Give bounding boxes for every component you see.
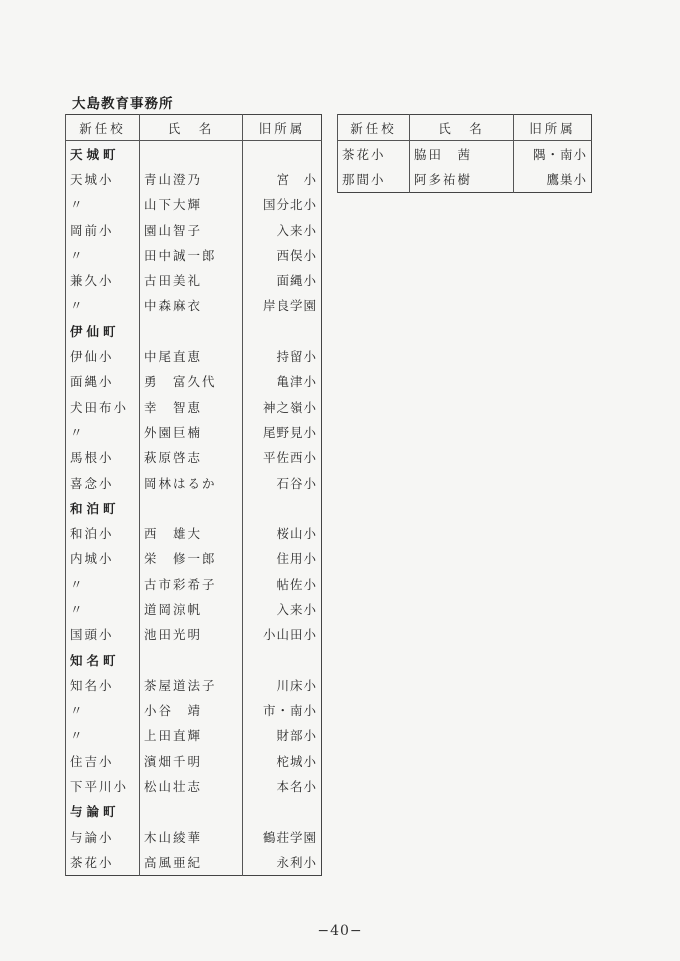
school-cell: 岡前小: [66, 217, 140, 242]
name-cell: 木山綾華: [140, 824, 243, 849]
name-cell: 山下大輝: [140, 192, 243, 217]
page-title: 大島教育事務所: [72, 96, 174, 112]
name-cell: 茶屋道法子: [140, 672, 243, 697]
right-table-body: [338, 141, 592, 193]
school-cell: 〃: [66, 723, 140, 748]
prev-school-cell: 隅・南小: [514, 141, 592, 167]
name-cell: 脇田 茜: [410, 141, 514, 167]
town-heading-row: [66, 799, 322, 824]
empty-cell: [140, 799, 243, 824]
table-row: [66, 445, 322, 470]
header-school: 新任校: [338, 115, 410, 141]
school-cell: 下平川小: [66, 773, 140, 798]
name-cell: 西 雄大: [140, 520, 243, 545]
empty-cell: [140, 141, 243, 167]
name-cell: 青山澄乃: [140, 166, 243, 191]
name-cell: 中森麻衣: [140, 293, 243, 318]
school-cell: 〃: [66, 596, 140, 621]
name-cell: 田中誠一郎: [140, 242, 243, 267]
table-row: [338, 166, 592, 192]
table-row: [66, 672, 322, 697]
empty-cell: [140, 647, 243, 672]
prev-school-cell: 尾野見小: [243, 419, 322, 444]
prev-school-cell: 永利小: [243, 849, 322, 875]
prev-school-cell: 入来小: [243, 217, 322, 242]
name-cell: 小谷 靖: [140, 698, 243, 723]
name-cell: 栄 修一郎: [140, 546, 243, 571]
prev-school-cell: 西俣小: [243, 242, 322, 267]
table-header-row: [66, 115, 322, 141]
table-row: [338, 141, 592, 167]
prev-school-cell: 国分北小: [243, 192, 322, 217]
table-row: [66, 571, 322, 596]
name-cell: 道岡涼帆: [140, 596, 243, 621]
table-row: [66, 419, 322, 444]
school-cell: 喜念小: [66, 470, 140, 495]
prev-school-cell: 鷹巣小: [514, 166, 592, 192]
table-row: [66, 849, 322, 875]
table-row: [66, 470, 322, 495]
school-cell: 茶花小: [338, 141, 410, 167]
empty-cell: [140, 495, 243, 520]
empty-cell: [243, 318, 322, 343]
table-row: [66, 698, 322, 723]
left-roster-table: [65, 114, 322, 876]
table-row: [66, 824, 322, 849]
town-name: 伊仙町: [66, 318, 140, 343]
left-table-body: [66, 141, 322, 876]
prev-school-cell: 神之嶺小: [243, 394, 322, 419]
town-heading-row: [66, 647, 322, 672]
header-prev: 旧所属: [514, 115, 592, 141]
prev-school-cell: 財部小: [243, 723, 322, 748]
school-cell: 和泊小: [66, 520, 140, 545]
right-roster-table: [337, 114, 592, 193]
table-row: [66, 242, 322, 267]
name-cell: 阿多祐樹: [410, 166, 514, 192]
town-heading-row: [66, 495, 322, 520]
name-cell: 岡林はるか: [140, 470, 243, 495]
empty-cell: [140, 318, 243, 343]
school-cell: 伊仙小: [66, 343, 140, 368]
header-school: 新任校: [66, 115, 140, 141]
name-cell: 幸 智恵: [140, 394, 243, 419]
name-cell: 濱畑千明: [140, 748, 243, 773]
school-cell: 〃: [66, 293, 140, 318]
empty-cell: [243, 495, 322, 520]
table-row: [66, 723, 322, 748]
school-cell: 那間小: [338, 166, 410, 192]
school-cell: 馬根小: [66, 445, 140, 470]
town-heading-row: [66, 318, 322, 343]
school-cell: 兼久小: [66, 267, 140, 292]
school-cell: 知名小: [66, 672, 140, 697]
empty-cell: [243, 799, 322, 824]
name-cell: 中尾直恵: [140, 343, 243, 368]
header-name: 氏 名: [410, 115, 514, 141]
table-row: [66, 394, 322, 419]
prev-school-cell: 鶴荘学園: [243, 824, 322, 849]
name-cell: 外園巨楠: [140, 419, 243, 444]
school-cell: 内城小: [66, 546, 140, 571]
table-row: [66, 748, 322, 773]
prev-school-cell: 宮 小: [243, 166, 322, 191]
table-header-row: [338, 115, 592, 141]
name-cell: 松山壮志: [140, 773, 243, 798]
name-cell: 園山智子: [140, 217, 243, 242]
school-cell: 天城小: [66, 166, 140, 191]
prev-school-cell: 小山田小: [243, 622, 322, 647]
header-name: 氏 名: [140, 115, 243, 141]
school-cell: 住吉小: [66, 748, 140, 773]
table-row: [66, 192, 322, 217]
school-cell: 〃: [66, 698, 140, 723]
table-row: [66, 166, 322, 191]
town-name: 与論町: [66, 799, 140, 824]
prev-school-cell: 入来小: [243, 596, 322, 621]
table-row: [66, 546, 322, 571]
empty-cell: [243, 647, 322, 672]
table-row: [66, 217, 322, 242]
prev-school-cell: 持留小: [243, 343, 322, 368]
table-row: [66, 343, 322, 368]
name-cell: 勇 富久代: [140, 369, 243, 394]
school-cell: 犬田布小: [66, 394, 140, 419]
school-cell: 〃: [66, 571, 140, 596]
table-row: [66, 293, 322, 318]
school-cell: 国頭小: [66, 622, 140, 647]
name-cell: 高風亜紀: [140, 849, 243, 875]
prev-school-cell: 帖佐小: [243, 571, 322, 596]
table-row: [66, 622, 322, 647]
town-name: 天城町: [66, 141, 140, 167]
prev-school-cell: 本名小: [243, 773, 322, 798]
prev-school-cell: 平佐西小: [243, 445, 322, 470]
name-cell: 上田直輝: [140, 723, 243, 748]
school-cell: 〃: [66, 242, 140, 267]
table-row: [66, 267, 322, 292]
school-cell: 茶花小: [66, 849, 140, 875]
school-cell: 〃: [66, 419, 140, 444]
name-cell: 萩原啓志: [140, 445, 243, 470]
school-cell: 〃: [66, 192, 140, 217]
prev-school-cell: 市・南小: [243, 698, 322, 723]
prev-school-cell: 柁城小: [243, 748, 322, 773]
prev-school-cell: 桜山小: [243, 520, 322, 545]
table-row: [66, 773, 322, 798]
town-name: 知名町: [66, 647, 140, 672]
prev-school-cell: 川床小: [243, 672, 322, 697]
empty-cell: [243, 141, 322, 167]
name-cell: 古田美礼: [140, 267, 243, 292]
table-row: [66, 520, 322, 545]
prev-school-cell: 亀津小: [243, 369, 322, 394]
school-cell: 与論小: [66, 824, 140, 849]
table-row: [66, 596, 322, 621]
prev-school-cell: 岸良学園: [243, 293, 322, 318]
header-prev: 旧所属: [243, 115, 322, 141]
name-cell: 池田光明: [140, 622, 243, 647]
town-heading-row: [66, 141, 322, 167]
town-name: 和泊町: [66, 495, 140, 520]
table-row: [66, 369, 322, 394]
prev-school-cell: 石谷小: [243, 470, 322, 495]
prev-school-cell: 面縄小: [243, 267, 322, 292]
school-cell: 面縄小: [66, 369, 140, 394]
name-cell: 古市彩希子: [140, 571, 243, 596]
prev-school-cell: 住用小: [243, 546, 322, 571]
page-number: −40−: [317, 923, 363, 939]
